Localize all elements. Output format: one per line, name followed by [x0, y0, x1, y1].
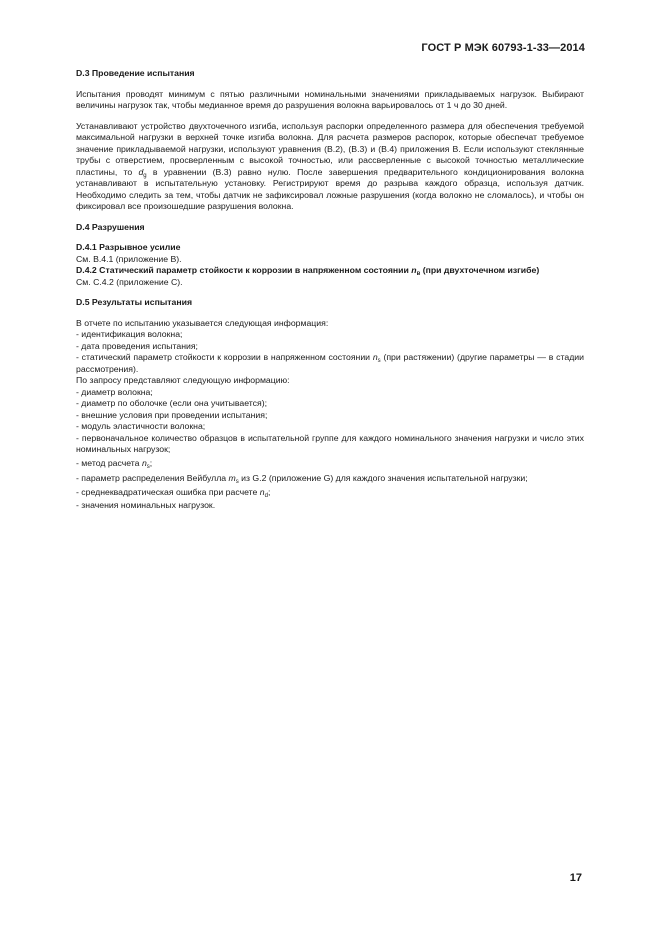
method-part-a: - метод расчета	[76, 457, 142, 468]
list-item: - идентификация волокна;	[76, 329, 183, 339]
sub-s: s	[377, 358, 381, 364]
sub-v: в	[416, 271, 421, 277]
list-item-rms	[76, 487, 584, 499]
list-item: - диаметр волокна;	[76, 386, 153, 397]
report-list	[76, 318, 584, 512]
sub-s: s	[146, 463, 150, 470]
weibull-part-a: - параметр распределения Вейбулла	[76, 473, 229, 483]
section-heading-d3: D.3 Проведение испытания	[76, 68, 195, 78]
reference-d41: См. B.4.1 (приложение B).	[76, 253, 182, 264]
document-header: ГОСТ Р МЭК 60793-1-33—2014	[421, 42, 585, 54]
d42-heading-part-a: D.4.2 Статический параметр стойкости к коррозии в напряженном состоянии	[76, 265, 412, 275]
var-d: d	[138, 166, 144, 177]
reference-d42: См. C.4.2 (приложение C).	[76, 276, 183, 287]
var-n: n	[141, 457, 147, 468]
subsection-heading-d42	[76, 265, 584, 277]
paragraph-d3-2-part-b: в уравнении (B.3) равно нулю. После завершения предварительного кондиционирования волокна устанавливают	[76, 166, 584, 188]
report-intro: В отчете по испытанию указывается следующая информация:	[76, 317, 329, 328]
var-n: n	[259, 486, 265, 497]
paragraph-d3-2-part-a: Устанавливают устройство двухточечного изгиба, используя распорки определенного размера для обеспечения требуемой максимальной нагрузки в верхней точке изгиба волокна. Для расчета размеров распорок, которые обеспечат требуемое значение прикладываемой нагрузки, используют уравнения (B.2), (B.3) и (B.4) приложения B. Если используют стеклянные трубы с отверстием, просверленным с высокой точностью, или рассверленные с высокой точностью металлические пластины, то	[76, 120, 584, 177]
list-item: - внешние условия при проведении испытания;	[76, 409, 268, 420]
list-item: - первоначальное количество образцов в испытательной группе для каждого номинального значения нагрузки и число этих номинальных нагрузок;	[76, 432, 584, 454]
list-item: - дата проведения испытания;	[76, 340, 198, 351]
rms-part-b: ;	[267, 486, 271, 497]
var-m: m	[228, 473, 236, 483]
sub-s: s	[235, 479, 239, 485]
rms-part-a: - среднеквадратическая ошибка при расчете	[76, 486, 260, 497]
section-heading-d5: D.5 Результаты испытания	[76, 297, 193, 307]
list-item: - модуль эластичности волокна;	[76, 421, 206, 431]
paragraph-d3-2-var2: в	[143, 178, 149, 188]
paragraph-d3-2-part-c: испытательную установку. Регистрируют время до разрыва каждого образца, используя датчик. Необходимо следить за тем, чтобы датчик не зафиксировал ложные разрушения (когда волокно не сломалось), и чтобы он фиксировал все произошедшие разрушения волокна.	[76, 178, 584, 211]
section-heading-d4: D.4 Разрушения	[76, 221, 145, 232]
list-item: - диаметр по оболочке (если она учитывается);	[76, 398, 268, 408]
list-item-corrosion	[76, 352, 584, 375]
sub-d: d	[264, 492, 268, 499]
list-item: - значения номинальных нагрузок.	[76, 500, 216, 510]
request-intro: По запросу представляют следующую информацию:	[76, 375, 290, 385]
item3-part-a: - статический параметр стойкости к коррозии в напряженном состоянии	[76, 352, 373, 362]
subsection-heading-d41: D.4.1 Разрывное усилие	[76, 242, 181, 252]
paragraph-d3-1-text: Испытания проводят минимум с пятью различными номинальными значениями прикладываемых нагрузок. Выбирают величины нагрузок так, чтобы медианное время до разрушения волокна варьировалось от 1 ч до 30 дней.	[76, 88, 584, 110]
sub-g: g	[143, 172, 147, 179]
document-body	[76, 68, 584, 512]
var-n: n	[411, 265, 417, 275]
method-part-b: ;	[149, 457, 153, 468]
list-item-method	[76, 458, 584, 470]
var-n: n	[372, 352, 378, 362]
page-number: 17	[569, 872, 582, 884]
item3-part-b: (при растяжении) (другие параметры — в стадии рассмотрения).	[76, 352, 584, 374]
d42-heading-part-b: (при двухточечном изгибе)	[420, 265, 540, 275]
paragraph-d3-2	[76, 121, 584, 213]
weibull-part-b: из G.2 (приложение G) для каждого значения испытательной нагрузки;	[238, 473, 528, 483]
paragraph-d3-1	[76, 89, 584, 112]
list-item-weibull	[76, 473, 584, 485]
